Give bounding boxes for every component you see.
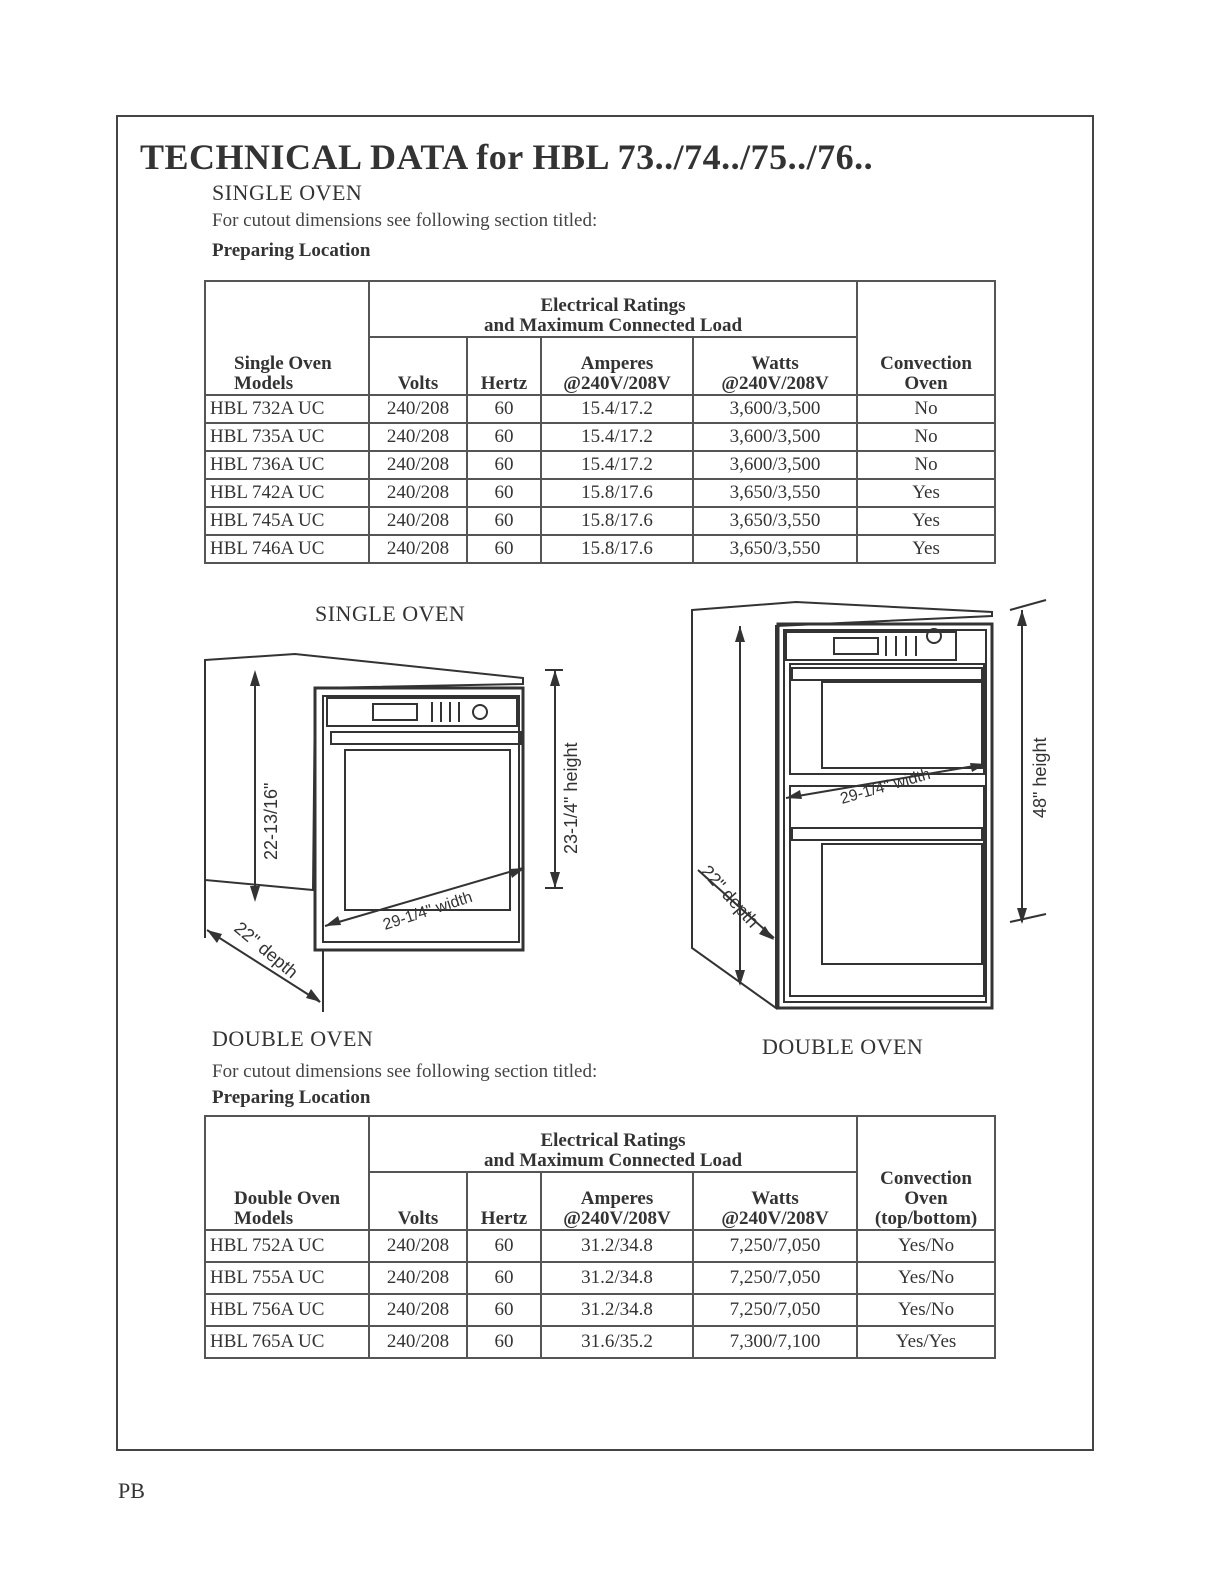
amperes-cell: 15.4/17.2	[541, 451, 693, 479]
model-cell: HBL 746A UC	[205, 535, 369, 563]
watts-cell: 3,650/3,550	[693, 535, 857, 563]
volts-cell: 240/208	[369, 479, 467, 507]
volts-cell: 240/208	[369, 507, 467, 535]
arrowhead-icon	[250, 670, 260, 686]
model-cell: HBL 765A UC	[205, 1326, 369, 1358]
table-row	[205, 395, 995, 423]
hertz-cell: 60	[467, 451, 541, 479]
model-cell: HBL 745A UC	[205, 507, 369, 535]
volts-cell: 240/208	[369, 535, 467, 563]
arrowhead-icon	[786, 790, 802, 799]
table-row	[205, 479, 995, 507]
arrowhead-icon	[735, 626, 745, 642]
amperes-cell: 15.8/17.6	[541, 479, 693, 507]
double-depth-label: 22" depth	[697, 861, 764, 932]
convection-cell: Yes/No	[857, 1294, 995, 1326]
volts-header: Volts	[369, 1172, 467, 1230]
convection-cell: Yes	[857, 479, 995, 507]
watts-header: Watts @240V/208V	[693, 1172, 857, 1230]
electrical-ratings-header: Electrical Ratings and Maximum Connected Load	[369, 1116, 857, 1172]
hertz-header: Hertz	[467, 337, 541, 395]
volts-header: Volts	[369, 337, 467, 395]
double-preparing-location-link[interactable]: Preparing Location	[212, 1087, 371, 1108]
single-right-height-label: 23-1/4" height	[561, 742, 581, 854]
model-cell: HBL 752A UC	[205, 1230, 369, 1262]
amperes-cell: 31.2/34.8	[541, 1262, 693, 1294]
arrowhead-icon	[550, 670, 560, 686]
watts-cell: 7,250/7,050	[693, 1262, 857, 1294]
volts-cell: 240/208	[369, 1262, 467, 1294]
single-oven-diagram-caption: SINGLE OVEN	[315, 601, 466, 626]
convection-cell: No	[857, 423, 995, 451]
arrowhead-icon	[759, 926, 774, 940]
watts-cell: 3,600/3,500	[693, 423, 857, 451]
single-oven-heading: SINGLE OVEN	[212, 180, 363, 205]
amperes-cell: 15.4/17.2	[541, 395, 693, 423]
hertz-cell: 60	[467, 395, 541, 423]
watts-cell: 3,600/3,500	[693, 395, 857, 423]
convection-cell: Yes/Yes	[857, 1326, 995, 1358]
amperes-header: Amperes @240V/208V	[541, 1172, 693, 1230]
model-cell: HBL 755A UC	[205, 1262, 369, 1294]
single-oven-diagram	[195, 640, 581, 1015]
hertz-cell: 60	[467, 535, 541, 563]
double-oven-diagram-caption: DOUBLE OVEN	[762, 1034, 924, 1059]
table-header-row	[205, 281, 995, 337]
electrical-ratings-header: Electrical Ratings and Maximum Connected Load	[369, 281, 857, 337]
models-header: Double Oven Models	[205, 1116, 369, 1230]
hertz-cell: 60	[467, 423, 541, 451]
hertz-cell: 60	[467, 479, 541, 507]
convection-header: Convection Oven (top/bottom)	[857, 1116, 995, 1230]
table-row	[205, 451, 995, 479]
watts-cell: 7,300/7,100	[693, 1326, 857, 1358]
hertz-cell: 60	[467, 1262, 541, 1294]
single-cutout-note: For cutout dimensions see following section titled:	[212, 210, 598, 231]
convection-cell: No	[857, 395, 995, 423]
arrowhead-icon	[306, 989, 321, 1002]
convection-cell: Yes	[857, 507, 995, 535]
hertz-header: Hertz	[467, 1172, 541, 1230]
hertz-cell: 60	[467, 1326, 541, 1358]
watts-cell: 7,250/7,050	[693, 1230, 857, 1262]
convection-header: Convection Oven	[857, 281, 995, 395]
amperes-cell: 31.2/34.8	[541, 1230, 693, 1262]
double-cutout-note: For cutout dimensions see following section titled:	[212, 1061, 598, 1082]
table-row	[205, 423, 995, 451]
double-oven-diagram	[686, 598, 1056, 1020]
watts-cell: 3,650/3,550	[693, 507, 857, 535]
arrowhead-icon	[550, 872, 560, 888]
single-left-height-label: 22-13/16"	[261, 782, 281, 860]
model-cell: HBL 756A UC	[205, 1294, 369, 1326]
table-row	[205, 535, 995, 563]
single-preparing-location-link[interactable]: Preparing Location	[212, 240, 371, 261]
table-row	[205, 1326, 995, 1358]
model-cell: HBL 735A UC	[205, 423, 369, 451]
double-oven-table	[204, 1115, 996, 1359]
models-header: Single Oven Models	[205, 281, 369, 395]
hertz-cell: 60	[467, 507, 541, 535]
table-row	[205, 507, 995, 535]
single-width-label: 29-1/4" width	[380, 888, 475, 934]
watts-header: Watts @240V/208V	[693, 337, 857, 395]
page-footer-code: PB	[118, 1478, 145, 1503]
convection-cell: Yes/No	[857, 1262, 995, 1294]
arrowhead-icon	[207, 930, 222, 943]
convection-cell: Yes	[857, 535, 995, 563]
table-row	[205, 1294, 995, 1326]
table-header-row	[205, 1116, 995, 1172]
convection-cell: Yes/No	[857, 1230, 995, 1262]
amperes-header: Amperes @240V/208V	[541, 337, 693, 395]
page-title: TECHNICAL DATA for HBL 73../74../75../76..	[140, 137, 874, 177]
amperes-cell: 31.6/35.2	[541, 1326, 693, 1358]
amperes-cell: 31.2/34.8	[541, 1294, 693, 1326]
table-row	[205, 1230, 995, 1262]
hertz-cell: 60	[467, 1230, 541, 1262]
watts-cell: 3,600/3,500	[693, 451, 857, 479]
table-row	[205, 1262, 995, 1294]
hertz-cell: 60	[467, 1294, 541, 1326]
convection-cell: No	[857, 451, 995, 479]
double-height-label: 48" height	[1030, 737, 1050, 818]
double-width-label: 29-1/4" width	[838, 765, 933, 808]
model-cell: HBL 736A UC	[205, 451, 369, 479]
amperes-cell: 15.8/17.6	[541, 507, 693, 535]
volts-cell: 240/208	[369, 451, 467, 479]
single-oven-table	[204, 280, 996, 564]
watts-cell: 7,250/7,050	[693, 1294, 857, 1326]
volts-cell: 240/208	[369, 395, 467, 423]
volts-cell: 240/208	[369, 1294, 467, 1326]
amperes-cell: 15.8/17.6	[541, 535, 693, 563]
model-cell: HBL 732A UC	[205, 395, 369, 423]
volts-cell: 240/208	[369, 1326, 467, 1358]
model-cell: HBL 742A UC	[205, 479, 369, 507]
single-depth-label: 22" depth	[230, 917, 302, 983]
amperes-cell: 15.4/17.2	[541, 423, 693, 451]
arrowhead-icon	[325, 916, 341, 926]
volts-cell: 240/208	[369, 423, 467, 451]
arrowhead-icon	[1017, 908, 1027, 924]
watts-cell: 3,650/3,550	[693, 479, 857, 507]
double-oven-heading: DOUBLE OVEN	[212, 1026, 374, 1051]
volts-cell: 240/208	[369, 1230, 467, 1262]
arrowhead-icon	[250, 886, 260, 902]
arrowhead-icon	[1017, 610, 1027, 626]
